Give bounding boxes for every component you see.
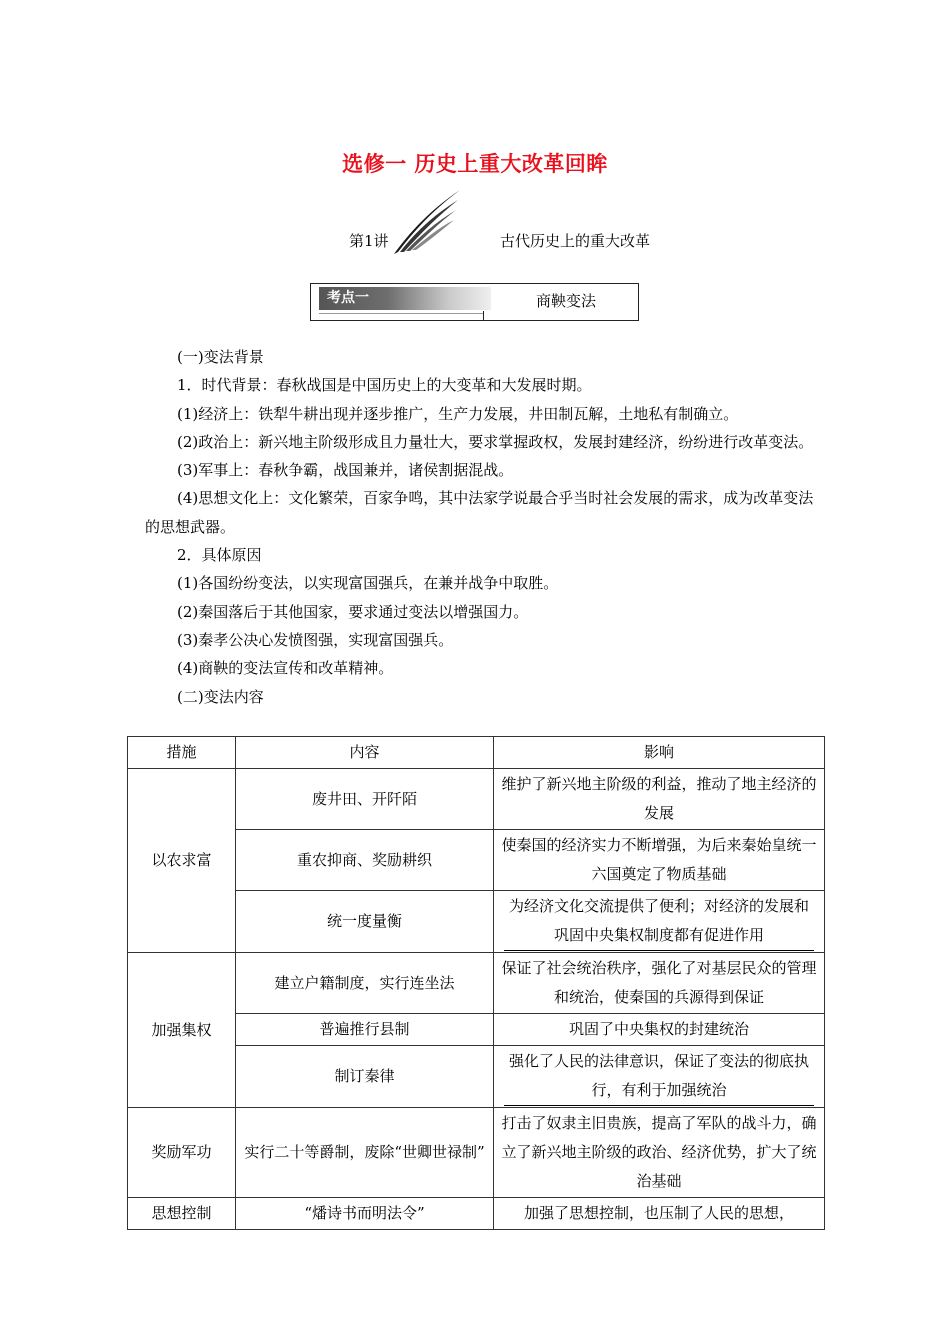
key-point-tick — [483, 311, 484, 321]
key-point-divider — [319, 313, 483, 314]
paragraph: (4)思想文化上：文化繁荣，百家争鸣，其中法家学说最合乎当时社会发展的需求，成为改革变法的思想武器。 — [145, 489, 814, 536]
content-cell: 制订秦律 — [236, 1046, 494, 1108]
impact-text: 强化了人民的法律意识，保证了变法的彻底执行，有利于加强统治 — [504, 1047, 813, 1106]
paragraph: 2．具体原因 — [177, 546, 262, 565]
impact-text: 为经济文化交流提供了便利；对经济的发展和巩固中央集权制度都有促进作用 — [504, 892, 813, 951]
lecture-number: 第1讲 — [349, 232, 389, 250]
impact-cell — [494, 1046, 825, 1108]
category-cell: 加强集权 — [128, 953, 236, 1108]
section-heading: (一)变法背景 — [177, 348, 264, 366]
paragraph: (1)各国纷纷变法，以实现富国强兵，在兼并战争中取胜。 — [177, 574, 559, 593]
impact-cell: 保证了社会统治秩序，强化了对基层民众的管理和统治，使秦国的兵源得到保证 — [494, 953, 825, 1014]
content-cell: 重农抑商、奖励耕织 — [236, 830, 494, 891]
section-heading: (二)变法内容 — [177, 687, 264, 706]
category-cell: 思想控制 — [128, 1198, 236, 1230]
key-point-box — [310, 283, 639, 321]
content-cell: 建立户籍制度，实行连坐法 — [236, 953, 494, 1014]
column-header: 影响 — [494, 737, 825, 769]
content-cell: 实行二十等爵制，废除“世卿世禄制” — [236, 1108, 494, 1198]
main-title: 选修一 历史上重大改革回眸 — [342, 152, 608, 176]
lecture-title: 古代历史上的重大改革 — [500, 232, 651, 250]
content-cell: 废井田、开阡陌 — [236, 769, 494, 830]
background-section — [145, 343, 817, 711]
lecture-heading — [0, 230, 950, 254]
paragraph: (1)经济上：铁犁牛耕出现并逐步推广，生产力发展，井田制瓦解，土地私有制确立。 — [177, 404, 739, 423]
paragraph: (3)秦孝公决心发愤图强，实现富国强兵。 — [177, 630, 454, 649]
paragraph: (4)商鞅的变法宣传和改革精神。 — [177, 659, 394, 678]
paragraph: (2)秦国落后于其他国家，要求通过变法以增强国力。 — [177, 602, 529, 621]
table-header-row — [128, 737, 825, 769]
impact-cell: 打击了奴隶主旧贵族，提高了军队的战斗力，确立了新兴地主阶级的政治、经济优势，扩大了统治基础 — [494, 1108, 825, 1198]
impact-cell: 巩固了中央集权的封建统治 — [494, 1014, 825, 1046]
impact-cell — [494, 891, 825, 953]
impact-cell: 加强了思想控制，也压制了人民的思想， — [494, 1198, 825, 1230]
paragraph: 1．时代背景：春秋战国是中国历史上的大变革和大发展时期。 — [177, 376, 592, 395]
category-cell: 奖励军功 — [128, 1108, 236, 1198]
category-cell: 以农求富 — [128, 769, 236, 953]
reform-content-table — [127, 736, 825, 1230]
paragraph: (3)军事上：春秋争霸，战国兼并，诸侯割据混战。 — [177, 461, 514, 480]
table-row — [128, 1198, 825, 1230]
column-header: 措施 — [128, 737, 236, 769]
key-point-tag: 考点一 — [319, 287, 491, 310]
content-cell: 统一度量衡 — [236, 891, 494, 953]
table-row — [128, 1108, 825, 1198]
impact-cell: 使秦国的经济实力不断增强，为后来秦始皇统一六国奠定了物质基础 — [494, 830, 825, 891]
key-point-title: 商鞅变法 — [536, 292, 597, 310]
impact-cell: 维护了新兴地主阶级的利益，推动了地主经济的发展 — [494, 769, 825, 830]
table-row — [128, 769, 825, 830]
table-row — [128, 953, 825, 1014]
column-header: 内容 — [236, 737, 494, 769]
content-cell: “燔诗书而明法令” — [236, 1198, 494, 1230]
paragraph: (2)政治上：新兴地主阶级形成且力量壮大，要求掌握政权，发展封建经济，纷纷进行改革变法。 — [177, 432, 814, 451]
content-cell: 普遍推行县制 — [236, 1014, 494, 1046]
